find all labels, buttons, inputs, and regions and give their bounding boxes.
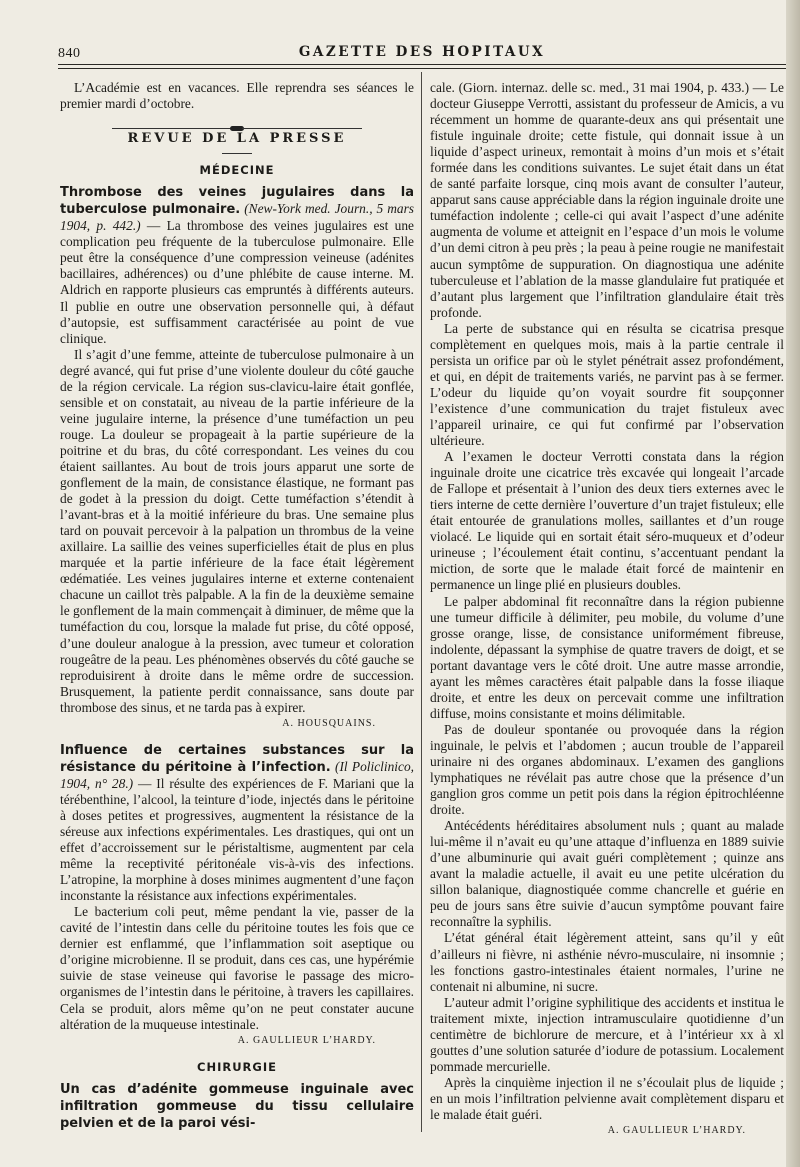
- ornament-divider: [60, 119, 414, 125]
- left-column: [60, 80, 414, 1132]
- article-3-para-5: Antécédents héréditaires absolument nuls ; quant au malade lui-même il n’avait eu qu’une attaque d’influenza en 1889 suivie d’une albuminurie qui avait guéri complètement ; quinze ans avant la maladie actuelle, il avait eu une petite ulcération du sillon balanique, diagnostiquée comme chancrelle et guérie en peu de jours sans être suivie d’aucun symptôme pouvant faire reconnaître la syphilis.: [430, 818, 784, 930]
- article-3-title-block: [60, 1081, 414, 1132]
- article-3-para-8: Après la cinquième injection il ne s’écoulait plus de liquide ; en un mois l’infiltration pelvienne avait complètement disparu et le malade était guéri.: [430, 1074, 784, 1122]
- article-2-para-1: — Il résulte des expériences de F. Mariani que la térébenthine, l’alcool, la teinture d’iode, injectés dans le péritoine à doses petites et progressives, augmentent la résistance de la séreuse aux infections expérimentales. Les drastiques, qui ont un effet d’accroissement sur le péristaltisme, augmentent par cela même la receptivité péritonéale vis-à-vis des infections. L’atropine, la morphine à doses minimes augmentent d’une façon inconstante la résistance aux infections expérimentales.: [60, 775, 414, 904]
- article-3-para-7: L’auteur admit l’origine syphilitique des accidents et institua le traitement mixte, injection intramusculaire quotidienne d’un centimètre de bichlorure de mercure, et à l’intérieur xx à xl gouttes d’une solution saturée d’iodure de potassium. Localement pommade mercurielle.: [430, 994, 784, 1074]
- section-heading: REVUE DE LA PRESSE: [127, 131, 347, 147]
- short-rule: [222, 153, 252, 154]
- article-3-para-4: Pas de douleur spontanée ou provoquée dans la région inguinale, le pelvis et l’abdomen ; aucun trouble de l’appareil urinaire ni des organes abdominaux. L’examen des ganglions lymphatiques ne révélait pas autre chose que la présence d’un ganglion gros comme un petit pois dans la région épitrochléenne droite.: [430, 721, 784, 818]
- article-3-para-1: La perte de substance qui en résulta se cicatrisa presque complètement en quelques mois, mais à la partie centrale il persista un orifice par où le stylet pénétrait assez profondément, et qui, en dépit de traitements variés, ne parvint pas à se fermer. L’odeur du liquide qu’on voyait sourdre fit soupçonner l’existence d’une communication du trajet fistuleux avec l’appareil urinaire, ce qui fut confirmé par l’observation ultérieure.: [430, 320, 784, 449]
- article-3-para-6: L’état général était légèrement atteint, sans qu’il y eût d’ailleurs ni fièvre, ni asthénie névro-musculaire, ni insomnie ; les fonctions gastro-intestinales étaient normales, l’urine ne contenait ni albumine, ni sucre.: [430, 930, 784, 994]
- article-1-ref: (New-York med. Journ., 5 mars 1904, p. 442.): [60, 201, 414, 234]
- page-header: [58, 40, 786, 62]
- article-2-ref: (Il Policlinico, 1904, n° 28.): [60, 758, 414, 791]
- article-2-signature: A. GAULLIEUR L’HARDY.: [237, 1034, 376, 1046]
- article-3-title: Un cas d’adénite gommeuse inguinale avec infiltration gommeuse du tissu cellulaire pelvien et de la paroi vési-: [60, 1081, 414, 1131]
- article-2-para-2: Le bacterium coli peut, même pendant la vie, passer de la cavité de l’intestin dans celle du péritoine toutes les fois que ce dernier est enflammé, que l’inflammation soit aseptique ou d’origine microbienne. Il se produit, dans ces cas, une hypérémie suivie de stase veineuse qui favorise le passage des micro-organismes de l’intestin dans le péritoine, à travers les capillaires. Cela se produit, alors même qu’on ne peut constater aucune altération de la muqueuse intestinale.: [60, 904, 414, 1032]
- article-3-para-2: A l’examen le docteur Verrotti constata dans la région inguinale droite une cicatrice très excavée qui longeait l’arcade de Fallope et présentait à l’union des deux tiers externes avec le tiers interne de cette dernière l’ouverture d’un trajet fistuleux; elle était entourée de granulations molles, saillantes et d’un rouge violacé. Le liquide qui en sortait était séro-muqueux et d’odeur urineuse ; l’écoulement était continu, s’accentuant pendant la miction, de sorte que le malade était forcé de maintenir en permanence un linge plié en plusieurs doubles.: [430, 449, 784, 593]
- article-3-para-0: cale. (Giorn. internaz. delle sc. med., 31 mai 1904, p. 433.) — Le docteur Giuseppe Verrotti, assistant du professeur de Amicis, a vu récemment un homme de quarante-deux ans qui présentait une fistule inguinale droite; cette fistule, qui donnait issue à un liquide d’aspect urineux, remontait à moins d’un mois et s’était formée dans les conditions suivantes. Le sujet était dans un état de santé parfaite lorsque, cinq mois avant de consulter l’auteur, apparut sans cause appréciable dans la région inguinale droite une tuméfaction indolente ; celle-ci qui avait l’aspect d’une adénite augmenta de volume et atteignit en l’espace d’un mois le volume d’un demi citron à peu près ; la peau à peine rougie ne manifestait aucun symptôme de suppuration. On diagnostiqua une adénite tuberculeuse et l’ablation de la masse glandulaire fut pratiquée et d’autant plus largement que l’infiltration glandulaire était très profonde.: [430, 80, 784, 320]
- article-2-title: Influence de certaines substances sur la résistance du péritoine à l’infection.: [60, 742, 414, 775]
- journal-title: GAZETTE DES HOPITAUX: [298, 44, 546, 60]
- article-3-para-3: Le palper abdominal fit reconnaître dans la région pubienne une tumeur difficile à délimiter, peu mobile, du volume d’une grosse orange, lisse, de consistance uniformément fibreuse, indolente, dépassant la symphise de quatre travers de doigt, et se portant davantage vers le côté droit. Une autre masse arrondie, ayant les mêmes caractères était palpable dans la fosse iliaque droite, et entre les deux on percevait comme une infiltration diffuse, moins consistante et moins délimitable.: [430, 593, 784, 721]
- header-rule-bottom: [58, 68, 786, 69]
- article-2: [60, 742, 414, 904]
- column-divider: [421, 72, 422, 1132]
- subsection-chirurgie: CHIRURGIE: [197, 1059, 277, 1074]
- page-edge-shadow: [786, 0, 800, 1167]
- header-rule-top: [58, 64, 786, 65]
- article-1: [60, 184, 414, 346]
- right-column: [430, 80, 784, 1149]
- subsection-medecine: MÉDECINE: [199, 163, 275, 178]
- page-number: 840: [58, 46, 81, 61]
- article-1-para-2: Il s’agit d’une femme, atteinte de tuberculose pulmonaire à un degré avancé, qui fut prise d’une violente douleur du côté gauche de la région cervicale. La région sus-clavicu-laire était gonflée, sensible et on constatait, au niveau de la partie inférieure de la veine jugulaire interne, la présence d’une tuméfaction un peu rouge. La douleur se propageait à la partie supérieure de la poitrine et du bras, du côté correspondant. Les veines du cou étaient saillantes. Au bout de trois jours apparut une sorte de gonflement de la main, de consistance élastique, ne formant pas de godet à la pression du doigt. Cette tuméfaction s’étendit à l’avant-bras et à la moitié inférieure du bras. Une semaine plus tard on pouvait percevoir à la palpation un thrombus de la veine axillaire. La saillie des veines superficielles était de plus en plus marquée et la partie inférieure de la face était légèrement œdématiée. Les veines jugulaires interne et externe contenaient chacune un caillot très palpable. A la fin de la deuxième semaine le gonflement de la main commençait à diminuer, de même que la tuméfaction du cou, lorsque la malade fut prise, du côté opposé, d’une douleur analogue à la pression, avec tumeur et coloration rougeâtre de la peau. Les phénomènes observés du côté gauche se reproduisirent à droite dans le même ordre de succession. Brusquement, la patiente perdit connaissance, sans doute par thrombose des sinus, et ne tarda pas à expirer.: [60, 346, 414, 715]
- article-3-signature: A. GAULLIEUR L’HARDY.: [607, 1125, 746, 1137]
- article-1-para-1: — La thrombose des veines jugulaires est une complication peu fréquente de la tuberculose pulmonaire. Elle peut être la conséquence d’une compression veineuse (adénites bacillaires, adhérences) ou d’une phlébite de cause interne. M. Aldrich en rapporte plusieurs cas empruntés à différents auteurs. Il publie en outre une observation personnelle qui, à défaut d’autopsie, est suffisamment caractérisée au point de vue clinique.: [60, 218, 414, 346]
- intro-paragraph: L’Académie est en vacances. Elle reprendra ses séances le premier mardi d’octobre.: [60, 80, 414, 112]
- article-1-title: Thrombose des veines jugulaires dans la tuberculose pulmonaire.: [60, 185, 414, 218]
- article-1-signature: A. HOUSQUAINS.: [282, 717, 376, 729]
